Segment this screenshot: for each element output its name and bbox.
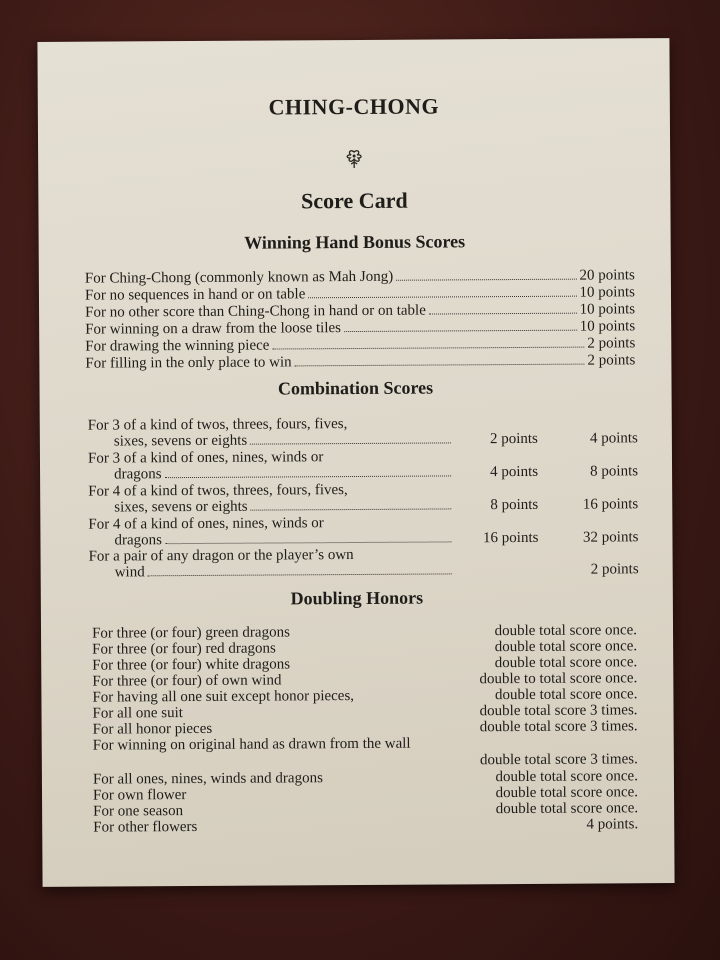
combination-label-cont: sixes, sevens or eights [113,432,248,450]
doubling-value: double to total score once. [479,670,638,688]
combination-label: For 3 of a kind of ones, nines, winds or [87,449,324,467]
dot-leader [396,279,576,281]
doubling-label: For other flowers [93,818,198,836]
doubling-label: For all ones, nines, winds and dragons [92,770,323,788]
doubling-value: double total score once. [494,622,638,640]
concealed-points: 2 points [590,561,639,578]
bonus-label: For winning on a draw from the loose tiles [85,320,342,338]
doubling-value: double total score once. [494,686,638,704]
doubling-value: double total score 3 times. [479,751,638,769]
combination-label: For 4 of a kind of twos, threes, fours, fives, [88,482,348,500]
concealed-points: 8 points [590,463,639,480]
dot-leader [272,347,584,350]
bonus-points: 10 points [579,301,636,318]
combination-label-cont: dragons [114,466,162,483]
dot-leader [251,508,452,510]
combination-row [88,414,638,449]
doubling-value: double total score once. [495,800,639,818]
concealed-points: 32 points [582,529,639,546]
combination-row [88,447,638,482]
doubling-heading: Doubling Honors [290,587,424,609]
dot-leader [344,330,577,332]
combination-label: For 3 of a kind of twos, threes, fours, fives, [87,416,348,434]
doubling-label: For all one suit [92,705,183,722]
doubling-value: double total score 3 times. [479,718,638,736]
dot-leader [165,541,452,544]
exposed-points [449,578,539,579]
doubling-label: For three (or four) green dragons [91,624,290,642]
doubling-label: For winning on original hand as drawn from the wall [92,735,411,754]
doubling-value: 4 points. [586,816,639,833]
dot-leader [250,442,451,444]
bonus-label: For drawing the winning piece [85,337,270,355]
doubling-label: For three (or four) white dragons [92,656,291,674]
doubling-label: For three (or four) of own wind [92,672,282,690]
doubling-value: double total score once. [495,784,639,802]
score-card [37,38,674,887]
bonus-label: For filling in the only place to win [85,354,292,372]
doubling-row [93,734,638,753]
dot-leader [165,475,452,478]
dot-leader [429,313,577,315]
combination-heading: Combination Scores [277,377,434,399]
combination-label-cont: wind [114,564,145,581]
combination-label-cont: dragons [114,532,163,549]
doubling-label: For own flower [92,787,187,804]
dot-leader [295,364,585,367]
combination-label: For 4 of a kind of ones, nines, winds or [88,515,324,533]
bonus-label: For Ching-Chong (commonly known as Mah Jong) [84,268,394,287]
doubling-value: double total score once. [494,638,638,656]
combination-label-cont: sixes, sevens or eights [114,498,248,516]
doubling-row [93,816,638,835]
exposed-points: 2 points [489,430,538,448]
concealed-points: 4 points [589,430,638,447]
bonus-points: 20 points [579,267,635,284]
bonus-points: 2 points [587,335,636,352]
combination-row [88,513,638,548]
card-subtitle: Score Card [301,187,408,214]
bonus-points: 10 points [579,318,636,335]
bonus-label: For no other score than Ching-Chong in hand or on table [85,302,426,321]
exposed-points: 4 points [490,463,539,481]
doubling-label: For having all one suit except honor pieces, [92,688,355,706]
dot-leader [308,296,576,299]
doubling-value: double total score once. [494,654,638,672]
bonus-points: 2 points [587,352,636,369]
doubling-label: For one season [93,803,184,820]
bonus-heading: Winning Hand Bonus Scores [244,231,466,253]
flower-ornament-icon [343,148,365,170]
combination-label: For a pair of any dragon or the player’s own [88,547,354,565]
doubling-value: double total score 3 times. [479,702,638,720]
card-title: CHING-CHONG [268,93,440,120]
combination-row [89,545,639,580]
doubling-value: double total score once. [495,768,638,786]
doubling-label: For all honor pieces [92,720,213,738]
bonus-label: For no sequences in hand or on table [84,286,306,304]
combination-row [88,480,638,515]
dot-leader [148,573,452,576]
bonus-points: 10 points [579,284,636,301]
concealed-points: 16 points [582,496,639,513]
bonus-row [85,351,635,371]
doubling-label: For three (or four) red dragons [92,640,276,658]
exposed-points: 16 points [482,529,539,547]
exposed-points: 8 points [490,496,539,514]
doubling-row [93,751,638,770]
